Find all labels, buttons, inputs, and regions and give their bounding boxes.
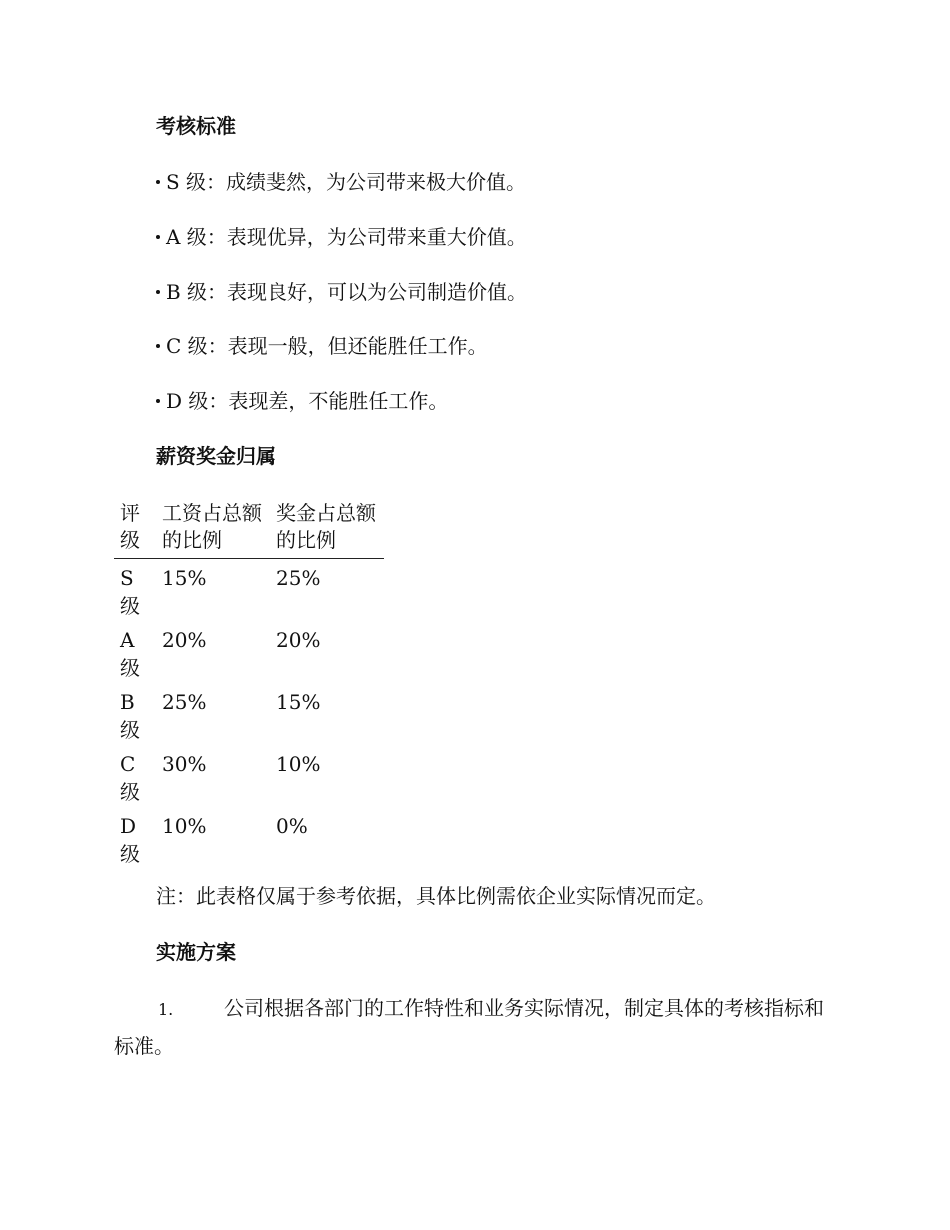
salary-cell: 25%: [162, 690, 207, 714]
bullet-dot-icon: [156, 344, 160, 348]
criteria-item-c: C 级：表现一般，但还能胜任工作。: [156, 332, 488, 360]
bonus-cell: 15%: [276, 690, 321, 714]
rating-cell: S级: [120, 566, 140, 618]
bonus-cell: 20%: [276, 628, 321, 652]
salary-cell: 15%: [162, 566, 207, 590]
plan-heading: 实施方案: [156, 940, 236, 964]
plan-item-text: 公司根据各部门的工作特性和业务实际情况，制定具体的考核指标和标准。: [114, 996, 824, 1058]
bullet-dot-icon: [156, 290, 160, 294]
rating-cell: C级: [120, 752, 140, 804]
salary-cell: 10%: [162, 814, 207, 838]
plan-item-1: [114, 990, 836, 1064]
table-row: [114, 621, 384, 683]
list-number: 1.: [158, 1000, 174, 1019]
bonus-cell: 25%: [276, 566, 321, 590]
bonus-heading: 薪资奖金归属: [156, 444, 276, 468]
salary-cell: 30%: [162, 752, 207, 776]
bullet-dot-icon: [156, 180, 160, 184]
rating-cell: B级: [120, 690, 140, 742]
criteria-heading: 考核标准: [156, 114, 236, 138]
bullet-dot-icon: [156, 235, 160, 239]
criteria-item-d: D 级：表现差，不能胜任工作。: [156, 387, 448, 415]
bonus-cell: 10%: [276, 752, 321, 776]
salary-bonus-table: [114, 500, 384, 869]
salary-cell: 20%: [162, 628, 207, 652]
table-row: [114, 559, 384, 621]
header-rating: 评级: [120, 501, 140, 552]
criteria-item-s: S 级：成绩斐然，为公司带来极大价值。: [156, 168, 526, 196]
header-bonus-ratio: 奖金占总额的比例: [276, 501, 376, 552]
criteria-item-b: B 级：表现良好，可以为公司制造价值。: [156, 278, 527, 306]
table-note: 注：此表格仅属于参考依据，具体比例需依企业实际情况而定。: [156, 884, 716, 908]
rating-cell: A级: [120, 628, 140, 680]
header-salary-ratio: 工资占总额的比例: [162, 501, 262, 552]
table-header: [114, 500, 384, 559]
table-row: [114, 683, 384, 745]
table-row: [114, 745, 384, 807]
bonus-cell: 0%: [276, 814, 308, 838]
bullet-dot-icon: [156, 399, 160, 403]
criteria-item-a: A 级：表现优异，为公司带来重大价值。: [156, 223, 527, 251]
table-row: [114, 807, 384, 869]
rating-cell: D级: [120, 814, 140, 866]
